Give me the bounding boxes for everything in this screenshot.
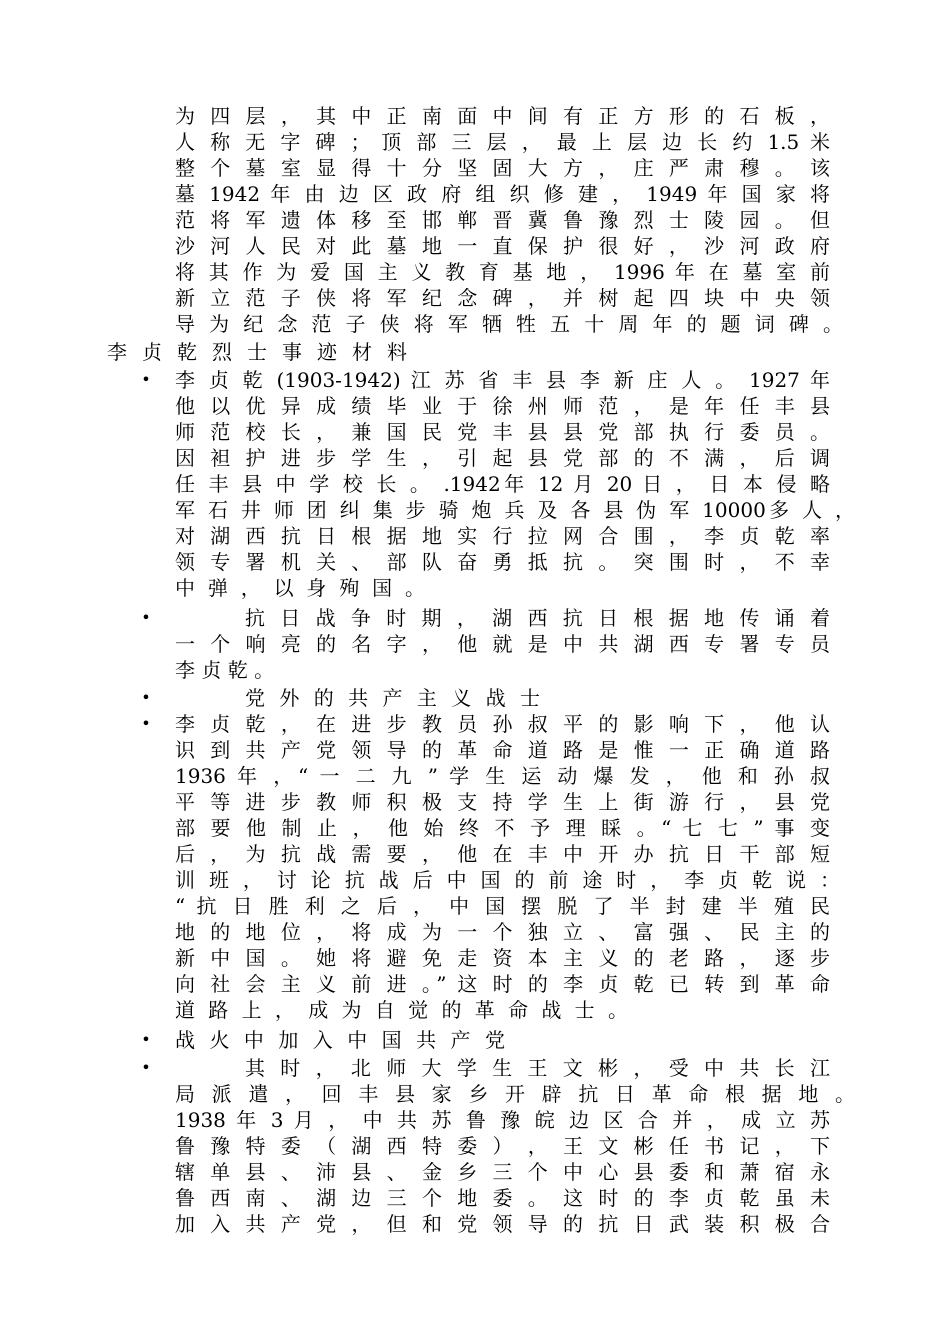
paragraph-line: 沙 河 人 民 对 此 墓 地 一 直 保 护 很 好 ， 沙 河 政 府 xyxy=(175,234,830,258)
list-item-line: 军 石 井 师 团 纠 集 步 骑 炮 兵 及 各 县 伪 军 10000多 人 ， xyxy=(175,498,855,522)
list-item-line: 一 个 响 亮 的 名 字 ， 他 就 是 中 共 湖 西 专 署 专 员 xyxy=(175,632,830,656)
paragraph-line: 墓 1942 年 由 边 区 政 府 组 织 修 建 ， 1949 年 国 家 将 xyxy=(175,182,830,206)
paragraph-line: 整 个 墓 室 显 得 十 分 坚 固 大 方 ， 庄 严 肃 穆 。 该 xyxy=(175,156,830,180)
list-item-line: 局 派 遣 ， 回 丰 县 家 乡 开 辟 抗 日 革 命 根 据 地 。 xyxy=(175,1082,855,1106)
list-item-line: “ 抗 日 胜 利 之 后 ， 中 国 摆 脱 了 半 封 建 半 殖 民 xyxy=(175,894,830,918)
list-item-line: 新 中 国 。 她 将 避 免 走 资 本 主 义 的 老 路 ， 逐 步 xyxy=(175,946,830,970)
list-item-line: 地 的 地 位 ， 将 成 为 一 个 独 立 、 富 强 、 民 主 的 xyxy=(175,920,830,944)
bullet-icon: • xyxy=(141,714,151,733)
list-item-line: 战 火 中 加 入 中 国 共 产 党 xyxy=(175,1028,505,1052)
paragraph-line: 为 四 层 ， 其 中 正 南 面 中 间 有 正 方 形 的 石 板 ， xyxy=(175,104,830,128)
list-item-line: 中 弹 ， 以 身 殉 国 。 xyxy=(175,576,425,600)
bullet-icon: • xyxy=(141,370,151,389)
bullet-icon: • xyxy=(141,1058,151,1077)
list-item-line: 任 丰 县 中 学 校 长 。 .1942年 12 月 20 日 ， 日 本 侵 略 xyxy=(175,472,830,496)
list-item-line: 鲁 豫 特 委 （ 湖 西 特 委 ） ， 王 文 彬 任 书 记 ， 下 xyxy=(175,1134,830,1158)
list-item-line: 李 贞 乾 (1903-1942) 江 苏 省 丰 县 李 新 庄 人 。 1927 年 xyxy=(175,368,830,392)
list-item-line: 1938 年 3 月 ， 中 共 苏 鲁 豫 皖 边 区 合 并 ， 成 立 苏 xyxy=(175,1108,830,1132)
list-item-line: 部 要 他 制 止 ， 他 始 终 不 予 理 睬 。“ 七 七 ” 事 变 xyxy=(175,816,830,840)
list-item-line: 后 ， 为 抗 战 需 要 ， 他 在 丰 中 开 办 抗 日 干 部 短 xyxy=(175,842,830,866)
list-item-line: 抗 日 战 争 时 期 ， 湖 西 抗 日 根 据 地 传 诵 着 xyxy=(245,606,830,630)
list-item-line: 加 入 共 产 党 ， 但 和 党 领 导 的 抗 日 武 装 积 极 合 xyxy=(175,1212,830,1236)
list-item-line: 他 以 优 异 成 绩 毕 业 于 徐 州 师 范 ， 是 年 任 丰 县 xyxy=(175,394,830,418)
bullet-icon: • xyxy=(141,608,151,627)
list-item-line: 1936 年 ，“ 一 二 九 ” 学 生 运 动 爆 发 ， 他 和 孙 叔 xyxy=(175,764,830,788)
list-item-line: 平 等 进 步 教 师 积 极 支 持 学 生 上 街 游 行 ， 县 党 xyxy=(175,790,830,814)
list-item-line: 领 专 署 机 关 、 部 队 奋 勇 抵 抗 。 突 围 时 ， 不 幸 xyxy=(175,550,830,574)
paragraph-line: 将 其 作 为 爱 国 主 义 教 育 基 地 ， 1996 年 在 墓 室 前 xyxy=(175,260,830,284)
paragraph-line: 导 为 纪 念 范 子 侠 将 军 牺 牲 五 十 周 年 的 题 词 碑 。 xyxy=(175,312,843,336)
list-item-line: 鲁 西 南 、 湖 边 三 个 地 委 。 这 时 的 李 贞 乾 虽 未 xyxy=(175,1186,830,1210)
bullet-icon: • xyxy=(141,688,151,707)
list-item-line: 道 路 上 ， 成 为 自 觉 的 革 命 战 士 。 xyxy=(175,998,628,1022)
list-item-line: 向 社 会 主 义 前 进 。” 这 时 的 李 贞 乾 已 转 到 革 命 xyxy=(175,972,830,996)
paragraph-line: 新 立 范 子 侠 将 军 纪 念 碑 ， 并 树 起 四 块 中 央 领 xyxy=(175,286,830,310)
list-item-line: 其 时 ， 北 师 大 学 生 王 文 彬 ， 受 中 共 长 江 xyxy=(245,1056,830,1080)
bullet-icon: • xyxy=(141,1030,151,1049)
paragraph-line: 人 称 无 字 碑 ； 顶 部 三 层 ， 最 上 层 边 长 约 1.5 米 xyxy=(175,130,830,154)
list-item-line: 李 贞 乾 。 xyxy=(175,658,275,682)
paragraph-line: 范 将 军 遗 体 移 至 邯 郸 晋 冀 鲁 豫 烈 士 陵 园 。 但 xyxy=(175,208,830,232)
section-heading: 李 贞 乾 烈 士 事 迹 材 料 xyxy=(107,340,407,364)
list-item-line: 识 到 共 产 党 领 导 的 革 命 道 路 是 惟 一 正 确 道 路 xyxy=(175,738,830,762)
list-item-line: 因 袒 护 进 步 学 生 ， 引 起 县 党 部 的 不 满 ， 后 调 xyxy=(175,446,830,470)
list-item-line: 训 班 ， 讨 论 抗 战 后 中 国 的 前 途 时 ， 李 贞 乾 说 ： xyxy=(175,868,840,892)
list-item-line: 辖 单 县 、 沛 县 、 金 乡 三 个 中 心 县 委 和 萧 宿 永 xyxy=(175,1160,830,1184)
list-item-line: 党 外 的 共 产 主 义 战 士 xyxy=(245,686,540,710)
list-item-line: 师 范 校 长 ， 兼 国 民 党 丰 县 县 党 部 执 行 委 员 。 xyxy=(175,420,830,444)
list-item-line: 李 贞 乾 ， 在 进 步 教 员 孙 叔 平 的 影 响 下 ， 他 认 xyxy=(175,712,830,736)
list-item-line: 对 湖 西 抗 日 根 据 地 实 行 拉 网 合 围 ， 李 贞 乾 率 xyxy=(175,524,830,548)
